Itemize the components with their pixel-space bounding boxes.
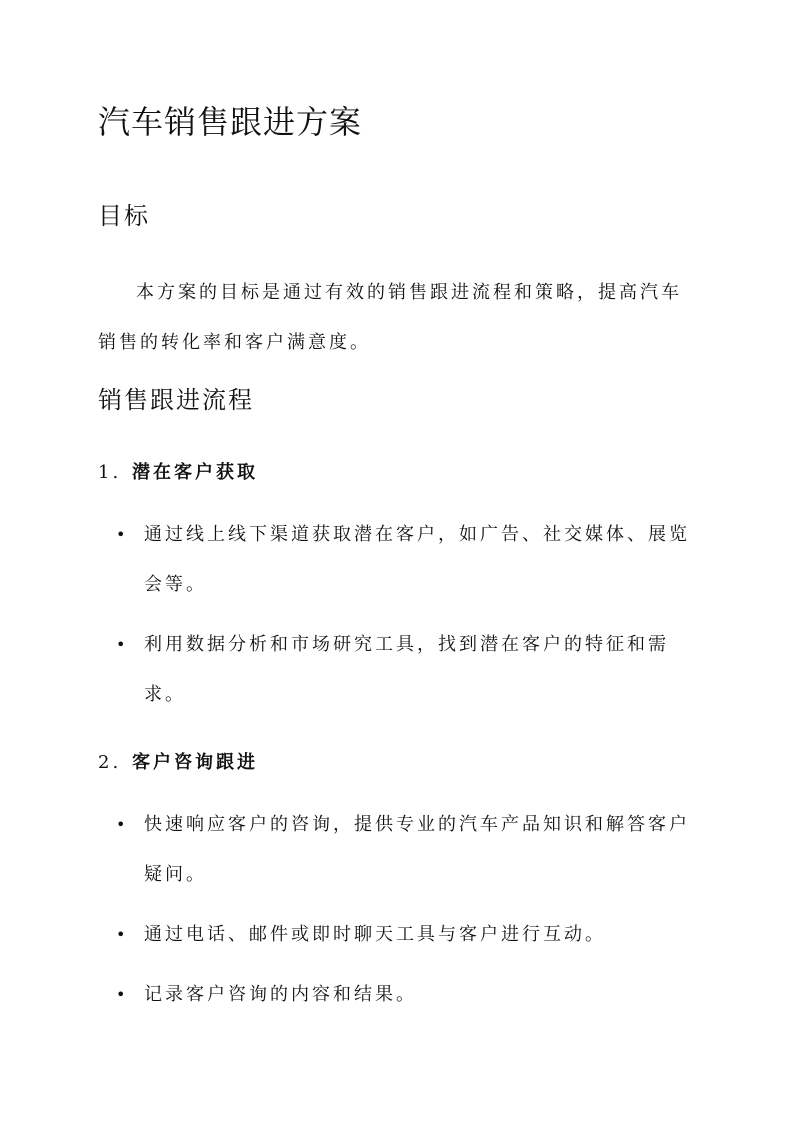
list-item-text: 通过线上线下渠道获取潜在客户，如广告、社交媒体、展览会等。 — [144, 524, 690, 595]
list-item-text: 记录客户咨询的内容和结果。 — [144, 984, 417, 1005]
section-heading-2 — [98, 748, 258, 774]
section-number-1: 1. — [98, 462, 122, 483]
list-item-text: 通过电话、邮件或即时聊天工具与客户进行互动。 — [144, 924, 606, 945]
section-title-2: 客户咨询跟进 — [132, 752, 258, 773]
bullet-icon: • — [116, 925, 129, 944]
bullet-icon: • — [116, 815, 129, 834]
list-item — [116, 910, 702, 960]
list-item — [116, 620, 702, 720]
list-item — [116, 970, 702, 1020]
list-item — [116, 510, 702, 610]
list-item — [116, 800, 702, 900]
section-number-2: 2. — [98, 752, 122, 773]
section-heading-1 — [98, 458, 258, 484]
goal-paragraph: 本方案的目标是通过有效的销售跟进流程和策略，提高汽车销售的转化率和客户满意度。 — [98, 282, 682, 353]
bullet-icon: • — [116, 525, 129, 544]
bullet-icon: • — [116, 985, 129, 1004]
section-title-1: 潜在客户获取 — [132, 462, 258, 483]
bullet-icon: • — [116, 635, 129, 654]
list-item-text: 利用数据分析和市场研究工具，找到潜在客户的特征和需求。 — [144, 634, 669, 705]
goal-heading: 目标 — [98, 202, 150, 230]
list-item-text: 快速响应客户的咨询，提供专业的汽车产品知识和解答客户疑问。 — [144, 814, 690, 885]
document-title: 汽车销售跟进方案 — [98, 103, 363, 141]
flow-heading: 销售跟进流程 — [98, 386, 254, 414]
